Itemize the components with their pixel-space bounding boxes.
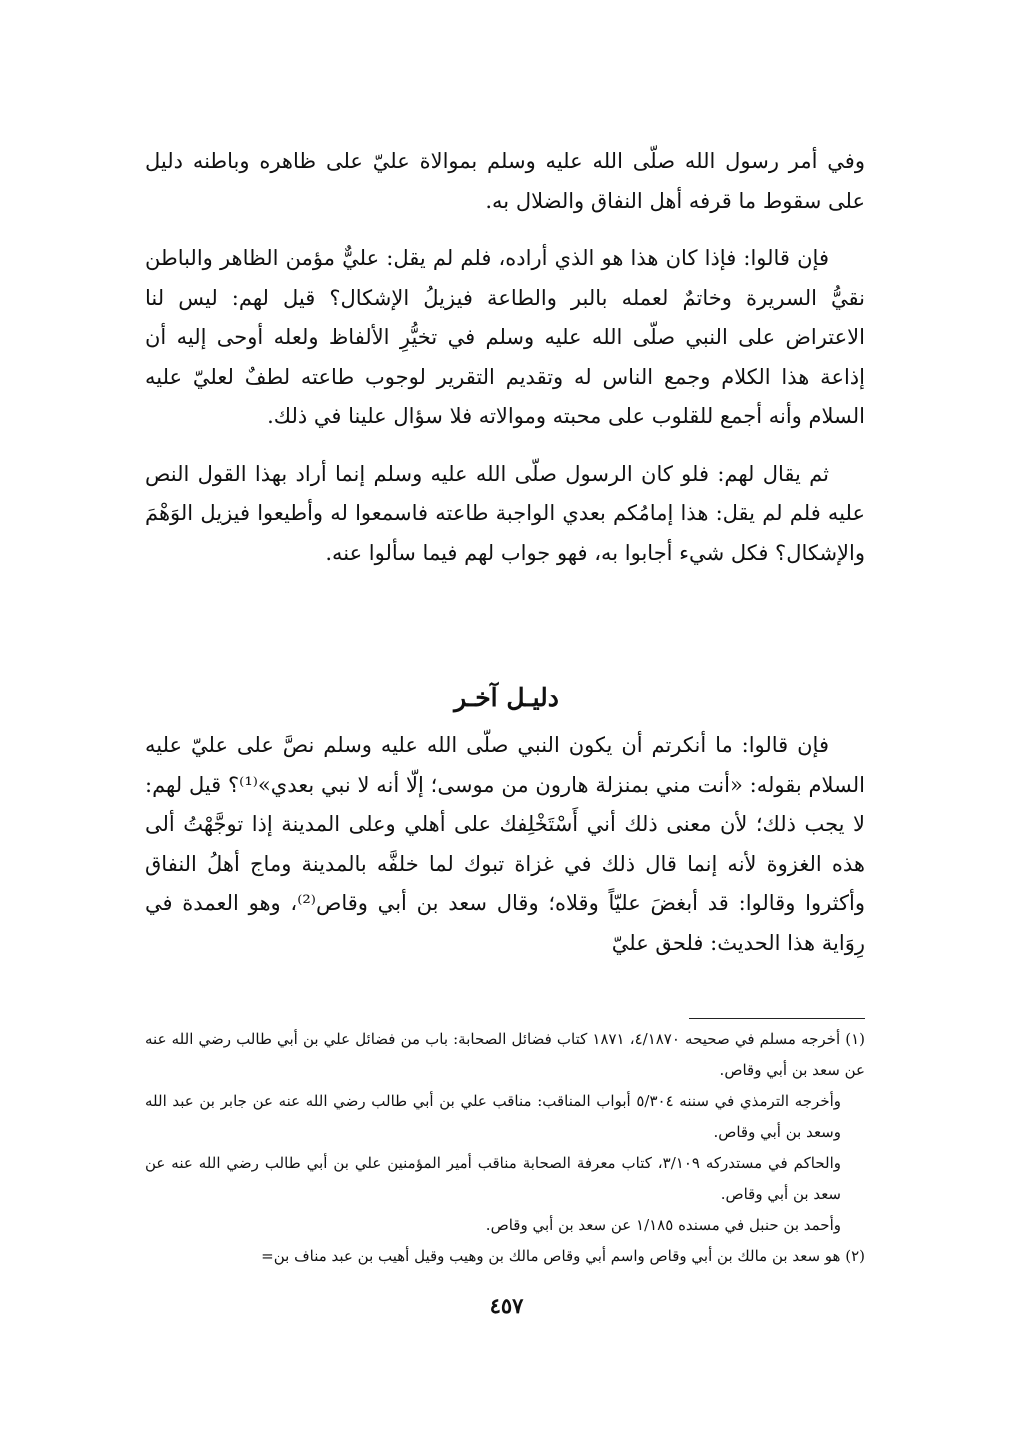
footnote-1: (١) أخرجه مسلم في صحيحه ٤/١٨٧٠، ١٨٧١ كتاب فضائل الصحابة: باب من فضائل علي بن أبي طالب رضي الله عنه عن سعد بن أبي وقاص.: [145, 1030, 865, 1079]
paragraph-2: فإن قالوا: فإذا كان هذا هو الذي أراده، فلم لم يقل: عليٌّ مؤمن الظاهر والباطن نقيُّ السريرة وخاتمٌ لعمله بالبر والطاعة فيزيلُ الإشكال؟ قيل لهم: ليس لنا الاعتراض على النبي صلّى الله عليه وسلم في تخيُّرِ الألفاظ ولعله أوحى إليه أن إذاعة هذا الكلام وجمع الناس له وتقديم التقرير لوجوب طاعته لطفٌ لعليّ عليه السلام وأنه أجمع للقلوب على محبته وموالاته فلا سؤال علينا في ذلك.: [145, 246, 865, 428]
section-heading: دليـل آخـر: [454, 683, 559, 712]
main-text-lower: [145, 726, 865, 963]
paragraph-1: وفي أمر رسول الله صلّى الله عليه وسلم بموالاة عليّ على ظاهره وباطنه دليل على سقوط ما قرفه أهل النفاق والضلال به.: [145, 149, 865, 213]
page-number: ٤٥٧: [489, 1293, 524, 1318]
paragraph-3: ثم يقال لهم: فلو كان الرسول صلّى الله عليه وسلم إنما أراد بهذا القول النص عليه فلم لم يقل: هذا إمامُكم بعدي الواجبة طاعته فاسمعوا له وأطيعوا فيزيل الوَهْمَ والإشكال؟ فكل شيء أجابوا به، فهو جواب لهم فيما سألوا عنه.: [145, 461, 865, 565]
main-text-upper: [145, 142, 865, 573]
footnote-1-ahmad: وأحمد بن حنبل في مسنده ١/١٨٥ عن سعد بن أبي وقاص.: [485, 1216, 841, 1234]
footnotes: [145, 1024, 865, 1272]
paragraph-4: فإن قالوا: ما أنكرتم أن يكون النبي صلّى الله عليه وسلم نصَّ على عليّ عليه السلام بقوله: «أنت مني بمنزلة هارون من موسى؛ إلّا أنه لا نبي بعدي»⁽¹⁾؟ قيل لهم: لا يجب ذلك؛ لأن معنى ذلك أني أَسْتَخْلِفك على أهلي وعلى المدينة إذا توجَّهْتُ ألى هذه الغزوة لأنه إنما قال ذلك في غزاة تبوك لما خلفَّه بالمدينة وماج أهلُ النفاق وأكثروا وقالوا: قد أبغضَ عليّاً وقلاه؛ وقال سعد بن أبي وقاص⁽²⁾، وهو العمدة في رِوَاية هذا الحديث: فلحق عليّ: [145, 733, 865, 955]
footnote-2: (٢) هو سعد بن مالك بن أبي وقاص واسم أبي وقاص مالك بن وهيب وقيل أهيب بن عبد مناف بن=: [261, 1247, 865, 1265]
footnote-1-hakim: والحاكم في مستدركه ٣/١٠٩، كتاب معرفة الصحابة مناقب أمير المؤمنين علي بن أبي طالب رضي الله عنه عن سعد بن أبي وقاص.: [145, 1154, 841, 1203]
footnote-divider: [689, 1018, 865, 1019]
footnote-1-tirmidhi: وأخرجه الترمذي في سننه ٥/٣٠٤ أبواب المناقب: مناقب علي بن أبي طالب رضي الله عنه عن جابر بن عبد الله وسعد بن أبي وقاص.: [145, 1092, 842, 1141]
